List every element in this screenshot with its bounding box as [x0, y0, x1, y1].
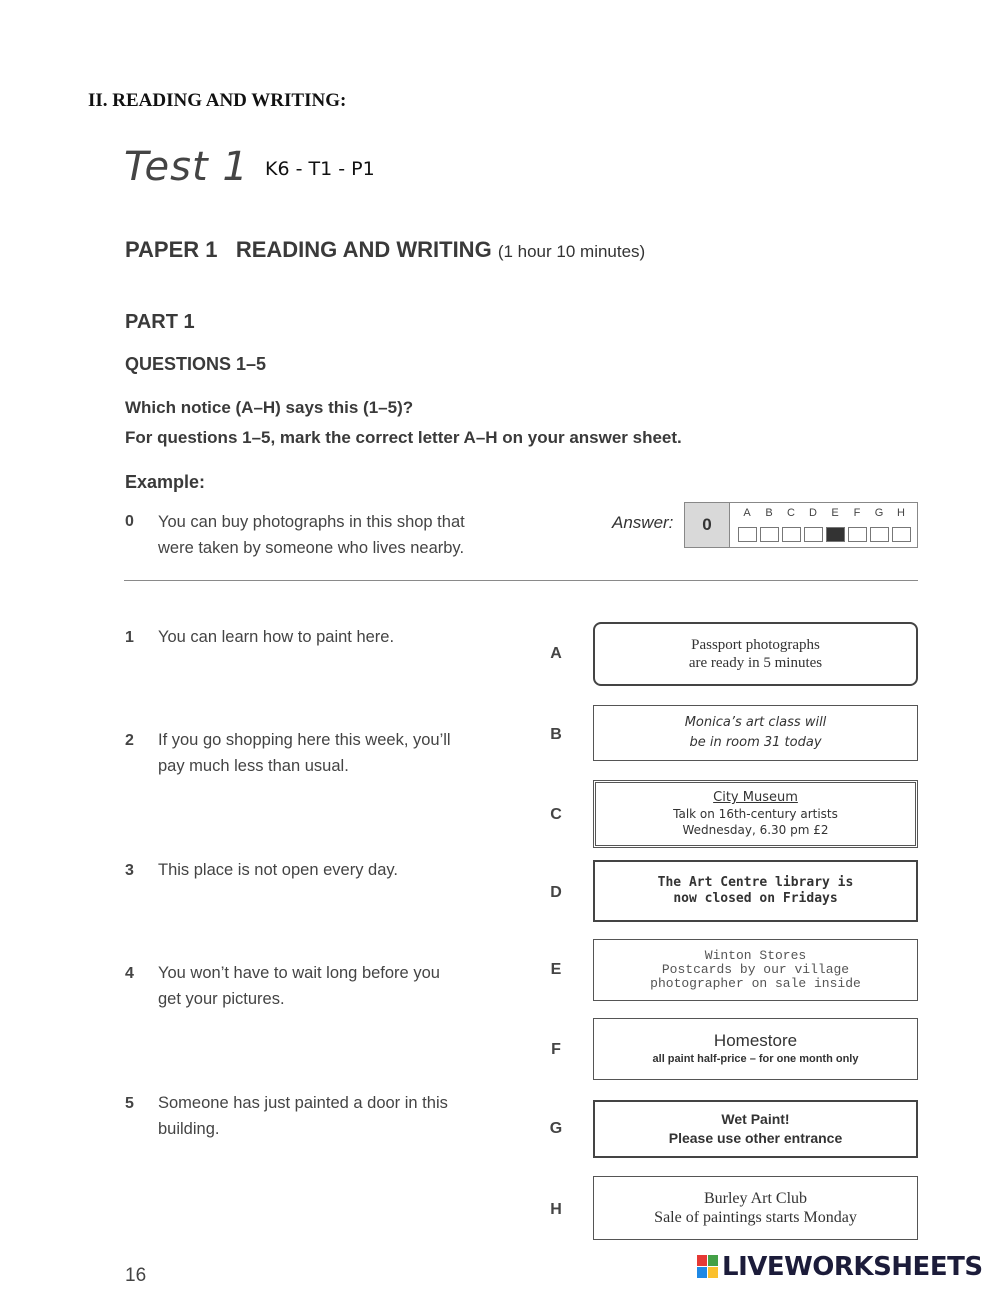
answer-option-letter: F — [853, 507, 861, 519]
part-label: PART 1 — [125, 311, 195, 333]
answer-option-box — [782, 527, 801, 542]
answer-option-f — [846, 507, 868, 519]
question-line-2: get your pictures. — [158, 990, 285, 1008]
question-line-2: building. — [158, 1120, 220, 1138]
answer-option-box — [870, 527, 889, 542]
question-number: 3 — [125, 862, 134, 879]
question-number: 4 — [125, 965, 134, 982]
answer-option-a — [736, 507, 758, 519]
notice-line-3: photographer on sale inside — [650, 976, 861, 991]
answer-option-box — [738, 527, 757, 542]
paper-title: PAPER 1 READING AND WRITING — [125, 237, 492, 262]
answer-option-letter: G — [874, 507, 884, 519]
question-line-1: You can learn how to paint here. — [158, 628, 395, 646]
answer-label: Answer: — [612, 513, 674, 532]
answer-option-letter: D — [809, 507, 817, 519]
notice-line-1: Wet Paint! — [721, 1111, 790, 1127]
notice-letter: C — [550, 806, 562, 823]
answer-option-c — [780, 507, 802, 519]
notice-line-2: now closed on Fridays — [673, 891, 838, 906]
notice-line-1: Passport photographs — [691, 637, 820, 653]
answer-option-box — [892, 527, 911, 542]
question-text — [158, 1090, 508, 1142]
page-number: 16 — [125, 1265, 147, 1286]
notice-line-2: Sale of paintings starts Monday — [654, 1209, 857, 1226]
question-number: 2 — [125, 732, 134, 749]
notice-letter: B — [550, 726, 562, 743]
instruction-2: For questions 1–5, mark the correct letter A–H on your answer sheet. — [125, 428, 682, 447]
notice-letter: D — [550, 884, 562, 901]
brand-name: LIVEWORKSHEETS — [722, 1252, 983, 1282]
question-line-1: If you go shopping here this week, you’ll — [158, 731, 451, 749]
divider — [124, 580, 918, 581]
notice-c — [593, 780, 918, 848]
answer-option-e — [824, 507, 846, 519]
instruction-1: Which notice (A–H) says this (1–5)? — [125, 398, 414, 417]
notice-line-1: Monica’s art class will — [684, 715, 827, 730]
answer-option-d — [802, 507, 824, 519]
answer-option-box — [760, 527, 779, 542]
notice-line-2: Postcards by our village — [661, 962, 850, 977]
test-code: K6 - T1 - P1 — [265, 158, 375, 180]
notice-letter: G — [549, 1120, 563, 1137]
notice-line-2: Talk on 16th-century artists — [673, 807, 838, 821]
example-line-1: You can buy photographs in this shop that — [158, 513, 465, 531]
example-number: 0 — [125, 513, 134, 530]
question-line-2: pay much less than usual. — [158, 757, 349, 775]
example-answer-box — [684, 502, 918, 548]
question-text — [158, 857, 508, 883]
notice-e — [593, 939, 918, 1001]
question-text — [158, 624, 508, 650]
notice-letter: F — [551, 1041, 561, 1058]
notice-line-1: The Art Centre library is — [657, 875, 854, 890]
liveworksheets-logo — [697, 1252, 983, 1282]
notice-line-1: Homestore — [713, 1031, 798, 1050]
notice-line-2: all paint half-price – for one month only — [652, 1053, 859, 1065]
notice-b — [593, 705, 918, 761]
section-heading: II. READING AND WRITING: — [88, 90, 347, 111]
answer-option-box — [804, 527, 823, 542]
notice-line-1: City Museum — [713, 790, 798, 805]
questions-label: QUESTIONS 1–5 — [125, 354, 267, 374]
answer-option-b — [758, 507, 780, 519]
notice-letter: H — [550, 1201, 562, 1218]
example-answer-number: 0 — [685, 503, 730, 547]
answer-option-letter: H — [897, 507, 905, 519]
answer-option-box — [826, 527, 845, 542]
example-text — [158, 509, 508, 561]
notice-line-1: Burley Art Club — [703, 1190, 808, 1207]
example-line-2: were taken by someone who lives nearby. — [158, 539, 465, 557]
test-title: Test 1 — [124, 144, 249, 190]
notice-letter: E — [550, 961, 562, 978]
example-label: Example: — [125, 472, 206, 492]
answer-option-letter: B — [765, 507, 773, 519]
question-line-1: This place is not open every day. — [158, 861, 398, 879]
answer-option-letter: E — [831, 507, 839, 519]
answer-option-h — [890, 507, 912, 519]
logo-mark-icon — [697, 1255, 719, 1279]
answer-option-letter: C — [787, 507, 795, 519]
notice-line-2: are ready in 5 minutes — [688, 655, 823, 671]
question-text — [158, 727, 508, 779]
answer-option-g — [868, 507, 890, 519]
paper-duration: (1 hour 10 minutes) — [497, 242, 646, 261]
answer-option-box — [848, 527, 867, 542]
notice-line-3: Wednesday, 6.30 pm £2 — [682, 823, 829, 837]
notice-line-2: Please use other entrance — [668, 1130, 843, 1146]
notice-line-1: Winton Stores — [704, 948, 807, 963]
question-text — [158, 960, 508, 1012]
notice-line-2: be in room 31 today — [689, 735, 822, 750]
notice-h — [593, 1176, 918, 1240]
notice-g — [593, 1100, 918, 1158]
notice-f — [593, 1018, 918, 1080]
notice-d — [593, 860, 918, 922]
notice-a — [593, 622, 918, 686]
notice-letter: A — [550, 645, 562, 662]
question-number: 1 — [125, 629, 134, 646]
question-line-1: Someone has just painted a door in this — [158, 1094, 448, 1112]
answer-option-letter: A — [743, 507, 751, 519]
question-line-1: You won’t have to wait long before you — [158, 964, 440, 982]
paper-heading — [125, 237, 645, 263]
question-number: 5 — [125, 1095, 134, 1112]
